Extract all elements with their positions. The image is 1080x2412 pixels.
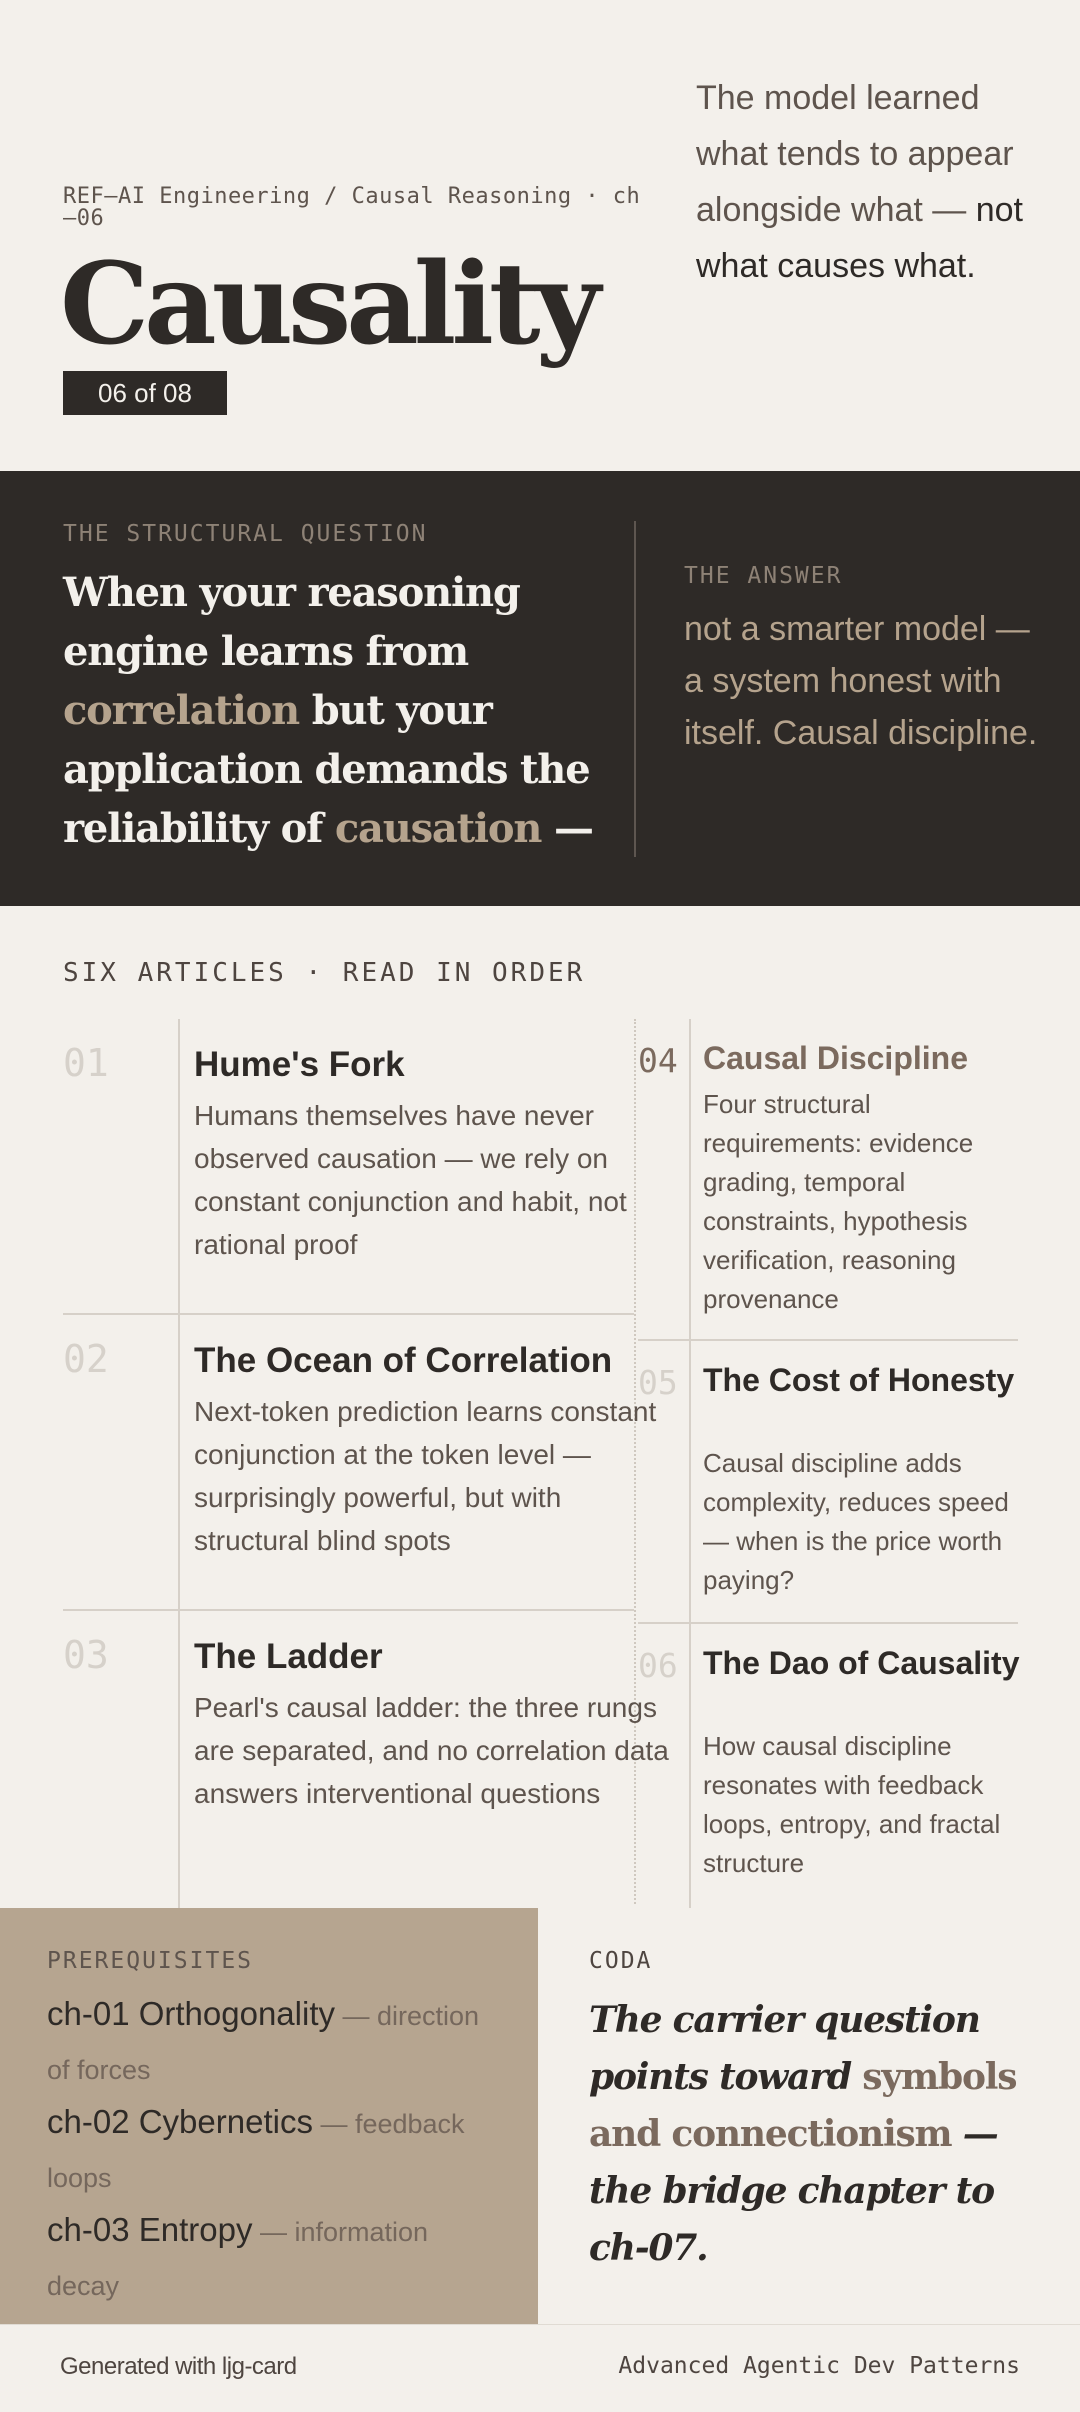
article-card[interactable] [63, 1315, 657, 1611]
article-description: Pearl's causal ladder: the three rungs are separated, and no correlation data answers interventional questions [194, 1692, 669, 1809]
vertical-divider [634, 521, 636, 857]
question-accent-causation: causation [334, 805, 542, 852]
article-description: Next-token prediction learns constant conjunction at the token level — surprisingly powerful, but with structural blind spots [194, 1396, 657, 1556]
article-description: How causal discipline resonates with feedback loops, entropy, and fractal structure [703, 1731, 1001, 1878]
coda-label: CODA [589, 1948, 653, 1974]
prerequisite-item[interactable] [47, 1988, 497, 2096]
answer-label: THE ANSWER [684, 563, 843, 589]
prerequisite-note: — direction of forces [47, 2001, 480, 2085]
article-rule [689, 1624, 691, 1908]
page-title: Causality [60, 239, 596, 370]
question-label: THE STRUCTURAL QUESTION [63, 521, 428, 547]
article-title[interactable]: The Dao of Causality [703, 1645, 1020, 1681]
prerequisite-note: — feedback loops [47, 2109, 465, 2193]
prerequisite-name[interactable]: ch-01 Orthogonality [47, 1995, 335, 2032]
tagline-strong: not what causes what. [696, 191, 1023, 285]
header [0, 0, 1080, 471]
footer-credit: Generated with ljg-card [60, 2353, 297, 2380]
question-accent-correlation: correlation [63, 687, 299, 734]
article-card[interactable] [63, 1019, 634, 1315]
article-number: 04 [638, 1041, 678, 1080]
article-description: Four structural requirements: evidence grading, temporal constraints, hypothesis verification, reasoning provenance [703, 1089, 974, 1314]
coda-panel [541, 1908, 1080, 2324]
footer-series: Advanced Agentic Dev Patterns [618, 2353, 1020, 2379]
footer [0, 2324, 1080, 2412]
article-rule [178, 1019, 180, 1315]
coda-part-2: — the bridge chapter to ch-07. [589, 2113, 998, 2269]
breadcrumb: REF—AI Engineering / Causal Reasoning · ch—06 [63, 184, 641, 231]
prerequisite-item[interactable] [47, 2096, 497, 2204]
tagline-muted: The model learned what tends to appear alongside what — [696, 79, 1014, 229]
article-title[interactable]: The Ocean of Correlation [194, 1341, 613, 1380]
article-number: 02 [63, 1337, 109, 1381]
article-card[interactable] [638, 1624, 1018, 1908]
prerequisites-label: PREREQUISITES [47, 1948, 254, 1974]
article-card[interactable] [638, 1341, 1018, 1624]
tagline [696, 70, 1026, 294]
article-rule [178, 1315, 180, 1611]
article-number: 01 [63, 1041, 109, 1085]
article-number: 06 [638, 1646, 678, 1685]
article-number: 05 [638, 1363, 678, 1402]
articles-label: SIX ARTICLES · READ IN ORDER [63, 958, 586, 988]
chapter-badge: 06 of 08 [63, 371, 227, 415]
question-part-1: When your reasoning engine learns from [63, 569, 520, 675]
question-text [63, 563, 623, 858]
prerequisites-panel [0, 1908, 538, 2324]
coda-accent: symbols and connectionism [589, 2056, 1017, 2155]
article-description: Humans themselves have never observed causation — we rely on constant conjunction and habit, not rational proof [194, 1100, 627, 1260]
question-part-2: but your application demands the reliability of [63, 687, 590, 852]
coda-part-1: The carrier question points toward [589, 1999, 980, 2098]
prerequisite-note: — information decay [47, 2217, 429, 2301]
article-title[interactable]: The Ladder [194, 1637, 383, 1676]
prerequisites-list [47, 1988, 497, 2312]
article-title[interactable]: Hume's Fork [194, 1045, 405, 1084]
article-number: 03 [63, 1633, 109, 1677]
article-rule [689, 1019, 691, 1341]
prerequisite-name[interactable]: ch-03 Entropy [47, 2211, 253, 2248]
article-title[interactable]: The Cost of Honesty [703, 1362, 1015, 1398]
article-title[interactable]: Causal Discipline [703, 1040, 968, 1076]
question-part-3: — [541, 805, 593, 852]
prerequisite-name[interactable]: ch-02 Cybernetics [47, 2103, 313, 2140]
coda-text [589, 1992, 1049, 2277]
prerequisite-item[interactable] [47, 2204, 497, 2312]
article-rule [178, 1611, 180, 1908]
article-card-featured[interactable] [638, 1019, 1018, 1341]
question-answer-block [0, 471, 1080, 906]
article-rule [689, 1341, 691, 1624]
answer-text: not a smarter model — a system honest with itself. Causal discipline. [684, 610, 1038, 752]
article-description: Causal discipline adds complexity, reduces speed — when is the price worth paying? [703, 1448, 1009, 1595]
